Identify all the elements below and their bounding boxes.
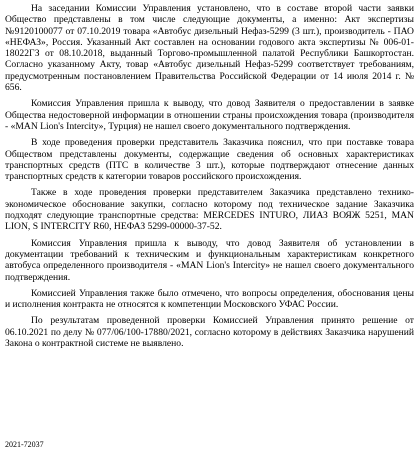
document-footer-code: 2021-72037 (5, 440, 44, 449)
paragraph-competence-note: Комиссией Управления также было отмечено, что вопросы определения, обоснования цены и исполнения контракта не относятся к компетенции Московского УФАС России. (5, 287, 414, 311)
paragraph-feasibility-study: Также в ходе проведения проверки представителем Заказчика представлено технико-экономическое обоснование закупки, согласно которому под техническое задание Заказчика подходят следующие транспортные средства: MERCEDES INTURO, ЛИАЗ ВОЯЖ 5251, MAN LION, S INTERCITY R60, НЕФАЗ 5299-00000-37-52. (5, 187, 414, 233)
paragraph-origin-conclusion: Комиссия Управления пришла к выводу, что довод Заявителя о предоставлении в заявке Общества недостоверной информации в отношении страны происхождения товара (производителя - «MAN Lion's Intercity», Турция) не нашел своего документального подтверждения. (5, 98, 414, 132)
paragraph-requirements-conclusion: Комиссия Управления пришла к выводу, что довод Заявителя об установлении в документации требований к техническим и функциональным характеристикам конкретного автобуса определенного производителя - «MAN Lion's Intercity» не нашел своего документального подтверждения. (5, 237, 414, 283)
paragraph-customer-explanation: В ходе проведения проверки представитель Заказчика пояснил, что при поставке товара Обществом представлены документы, содержащие сведения об основных характеристиках транспортных средств (ПТС в количестве 3 шт.), которые подтверждают отнесение данных транспортных средств к категории товаров российского происхождения. (5, 137, 414, 183)
paragraph-decision: По результатам проведенной проверки Комиссией Управления принято решение от 06.10.2021 по делу № 077/06/100-17880/2021, согласно которому в действиях Заказчика нарушений Закона о контрактной системе не выявлено. (5, 315, 414, 350)
paragraph-expert-act: На заседании Комиссии Управления установлено, что в составе второй части заявки Общество представлены в том числе следующие документы, а именно: Акт экспертизы №9120100077 от 07.10.2019 товара «Автобус дизельный Нефаз-5299 (3 шт.), производитель - ПАО «НЕФАЗ», Россия. Указанный Акт составлен на основании годового акта экспертизы № 006-01-18022ГЗ от 08.10.2018, выданный Торгово-промышленной палатой Республики Башкортостан. Согласно указанному Акту, товар «Автобус дизельный Нефаз-5299 соответствует требованиям, предусмотренным постановлением Правительства Российской Федерации от 14 июля 2014 г. № 656. (5, 3, 414, 94)
